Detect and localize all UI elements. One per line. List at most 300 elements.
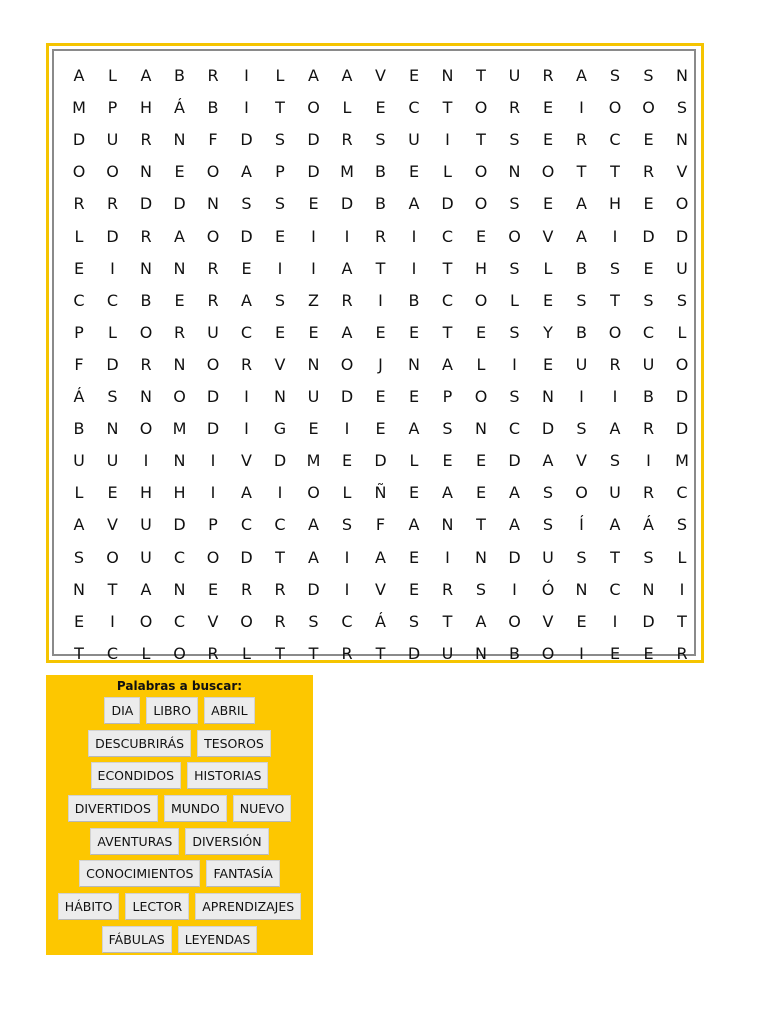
grid-cell[interactable]: I bbox=[612, 387, 618, 406]
word-chip[interactable]: NUEVO bbox=[233, 795, 292, 822]
grid-cell[interactable]: L bbox=[677, 322, 687, 342]
grid-cell[interactable]: B bbox=[140, 290, 152, 310]
grid-cell[interactable]: S bbox=[73, 547, 85, 567]
grid-cell[interactable]: U bbox=[207, 322, 219, 342]
grid-cell[interactable]: H bbox=[608, 194, 622, 214]
grid-cell[interactable]: C bbox=[106, 290, 119, 310]
word-chip[interactable]: LEYENDAS bbox=[178, 926, 258, 953]
grid-cell[interactable]: I bbox=[244, 98, 249, 118]
grid-cell[interactable]: S bbox=[509, 258, 520, 278]
grid-cell[interactable]: N bbox=[642, 579, 655, 599]
grid-cell[interactable]: S bbox=[676, 98, 688, 118]
grid-cell[interactable]: R bbox=[642, 483, 655, 503]
grid-cell[interactable]: R bbox=[207, 290, 219, 310]
grid-cell[interactable]: N bbox=[508, 162, 521, 182]
grid-cell[interactable]: S bbox=[341, 515, 353, 535]
grid-cell[interactable]: O bbox=[206, 162, 220, 182]
grid-cell[interactable]: C bbox=[609, 579, 621, 599]
grid-cell[interactable]: R bbox=[609, 354, 621, 374]
grid-cell[interactable]: I bbox=[445, 547, 450, 567]
grid-cell[interactable]: R bbox=[642, 162, 655, 182]
grid-cell[interactable]: I bbox=[344, 226, 350, 246]
grid-cell[interactable]: E bbox=[542, 290, 554, 310]
grid-cell[interactable]: U bbox=[542, 547, 554, 567]
grid-cell[interactable]: P bbox=[208, 515, 218, 535]
grid-cell[interactable]: C bbox=[173, 547, 186, 567]
grid-cell[interactable]: A bbox=[241, 290, 252, 310]
grid-cell[interactable]: Á bbox=[73, 387, 85, 406]
grid-cell[interactable]: L bbox=[141, 643, 151, 663]
grid-cell[interactable]: T bbox=[442, 611, 453, 631]
grid-cell[interactable]: D bbox=[675, 226, 689, 246]
grid-cell[interactable]: A bbox=[408, 515, 420, 535]
grid-cell[interactable]: I bbox=[646, 451, 651, 471]
grid-cell[interactable]: P bbox=[442, 387, 453, 406]
grid-cell[interactable]: R bbox=[207, 258, 219, 278]
grid-cell[interactable]: N bbox=[575, 579, 588, 599]
grid-cell[interactable]: S bbox=[576, 419, 587, 439]
grid-cell[interactable]: L bbox=[242, 643, 251, 663]
grid-cell[interactable]: T bbox=[576, 162, 587, 182]
grid-cell[interactable]: E bbox=[643, 194, 654, 214]
grid-cell[interactable]: D bbox=[206, 419, 220, 439]
grid-cell[interactable]: C bbox=[341, 611, 353, 631]
word-chip[interactable]: FÁBULAS bbox=[102, 926, 172, 953]
grid-cell[interactable]: C bbox=[642, 322, 655, 342]
grid-cell[interactable]: O bbox=[541, 162, 555, 182]
word-search-grid[interactable] bbox=[54, 51, 694, 663]
grid-cell[interactable]: R bbox=[542, 66, 554, 85]
grid-cell[interactable]: C bbox=[106, 643, 119, 663]
grid-cell[interactable]: O bbox=[474, 162, 488, 182]
grid-cell[interactable]: R bbox=[240, 354, 253, 374]
grid-cell[interactable]: N bbox=[207, 194, 219, 214]
grid-cell[interactable]: Ñ bbox=[374, 483, 387, 503]
grid-cell[interactable]: N bbox=[73, 579, 85, 599]
grid-cell[interactable]: S bbox=[408, 611, 420, 631]
grid-cell[interactable]: I bbox=[143, 451, 149, 471]
grid-cell[interactable]: I bbox=[378, 290, 383, 310]
grid-cell[interactable]: R bbox=[341, 290, 353, 310]
grid-cell[interactable]: E bbox=[174, 290, 185, 310]
word-chip[interactable]: TESOROS bbox=[197, 730, 271, 757]
grid-cell[interactable]: P bbox=[74, 322, 84, 342]
grid-cell[interactable]: D bbox=[441, 194, 454, 214]
grid-cell[interactable]: I bbox=[210, 483, 216, 503]
grid-cell[interactable]: I bbox=[244, 387, 249, 406]
grid-cell[interactable]: U bbox=[106, 451, 119, 471]
grid-cell[interactable]: C bbox=[609, 130, 621, 150]
grid-cell[interactable]: L bbox=[443, 162, 452, 182]
grid-cell[interactable]: U bbox=[441, 643, 454, 663]
grid-cell[interactable]: E bbox=[442, 451, 453, 471]
grid-cell[interactable]: O bbox=[608, 98, 622, 118]
grid-cell[interactable]: O bbox=[206, 547, 220, 567]
grid-cell[interactable]: E bbox=[341, 451, 353, 471]
grid-cell[interactable]: N bbox=[173, 354, 186, 374]
grid-cell[interactable]: S bbox=[509, 130, 520, 150]
grid-cell[interactable]: U bbox=[575, 354, 588, 374]
grid-cell[interactable]: D bbox=[307, 579, 320, 599]
grid-cell[interactable]: O bbox=[206, 354, 220, 374]
grid-cell[interactable]: E bbox=[375, 419, 386, 439]
grid-cell[interactable]: C bbox=[240, 515, 253, 535]
grid-cell[interactable]: T bbox=[610, 162, 620, 182]
grid-cell[interactable]: O bbox=[307, 98, 320, 118]
grid-cell[interactable]: A bbox=[375, 547, 386, 567]
grid-cell[interactable]: I bbox=[411, 226, 417, 246]
grid-cell[interactable]: D bbox=[675, 419, 689, 439]
grid-cell[interactable]: C bbox=[240, 322, 253, 342]
grid-cell[interactable]: C bbox=[173, 611, 186, 631]
grid-cell[interactable]: C bbox=[408, 98, 420, 118]
grid-cell[interactable]: N bbox=[408, 354, 420, 374]
grid-cell[interactable]: A bbox=[241, 483, 252, 503]
grid-cell[interactable]: A bbox=[576, 226, 587, 246]
grid-cell[interactable]: E bbox=[542, 98, 554, 118]
grid-cell[interactable]: O bbox=[575, 483, 588, 503]
word-chip[interactable]: DIVERTIDOS bbox=[68, 795, 158, 822]
grid-cell[interactable]: L bbox=[342, 98, 352, 118]
grid-cell[interactable]: T bbox=[275, 643, 285, 663]
grid-cell[interactable]: L bbox=[677, 547, 687, 567]
grid-cell[interactable]: U bbox=[609, 483, 621, 503]
grid-cell[interactable]: E bbox=[408, 66, 420, 85]
word-chip[interactable]: APRENDIZAJES bbox=[195, 893, 301, 920]
grid-cell[interactable]: N bbox=[475, 547, 487, 567]
grid-cell[interactable]: E bbox=[576, 611, 587, 631]
grid-cell[interactable]: N bbox=[676, 66, 688, 85]
grid-cell[interactable]: T bbox=[476, 130, 486, 150]
grid-cell[interactable]: E bbox=[274, 226, 286, 246]
grid-cell[interactable]: F bbox=[208, 130, 218, 150]
word-chip[interactable]: DIVERSIÓN bbox=[185, 828, 268, 855]
grid-cell[interactable]: S bbox=[241, 194, 252, 214]
word-chip[interactable]: LIBRO bbox=[146, 697, 198, 724]
grid-cell[interactable]: E bbox=[375, 387, 386, 406]
grid-cell[interactable]: H bbox=[474, 258, 488, 278]
grid-cell[interactable]: C bbox=[676, 483, 688, 503]
grid-cell[interactable]: D bbox=[508, 547, 521, 567]
grid-cell[interactable]: S bbox=[509, 194, 520, 214]
grid-cell[interactable]: E bbox=[542, 194, 554, 214]
grid-cell[interactable]: U bbox=[508, 66, 521, 85]
grid-cell[interactable]: A bbox=[308, 515, 319, 535]
grid-cell[interactable]: T bbox=[308, 643, 319, 663]
grid-cell[interactable]: E bbox=[408, 162, 420, 182]
grid-cell[interactable]: I bbox=[612, 611, 618, 631]
grid-cell[interactable]: O bbox=[474, 194, 488, 214]
word-chip[interactable]: CONOCIMIENTOS bbox=[79, 860, 200, 887]
grid-cell[interactable]: N bbox=[441, 66, 454, 85]
grid-cell[interactable]: A bbox=[442, 354, 453, 374]
grid-cell[interactable]: I bbox=[679, 579, 685, 599]
grid-cell[interactable]: G bbox=[273, 419, 287, 439]
grid-cell[interactable]: S bbox=[576, 290, 587, 310]
grid-cell[interactable]: I bbox=[512, 579, 517, 599]
grid-cell[interactable]: V bbox=[676, 162, 688, 182]
grid-cell[interactable]: C bbox=[274, 515, 286, 535]
word-chip[interactable]: HISTORIAS bbox=[187, 762, 268, 789]
grid-cell[interactable]: D bbox=[173, 194, 186, 214]
grid-cell[interactable]: E bbox=[609, 643, 621, 663]
grid-cell[interactable]: R bbox=[73, 194, 85, 214]
word-chip[interactable]: AVENTURAS bbox=[90, 828, 179, 855]
grid-cell[interactable]: I bbox=[210, 451, 216, 471]
grid-cell[interactable]: E bbox=[475, 226, 487, 246]
grid-cell[interactable]: D bbox=[642, 611, 655, 631]
grid-cell[interactable]: N bbox=[676, 130, 688, 150]
grid-cell[interactable]: O bbox=[307, 483, 320, 503]
grid-cell[interactable]: I bbox=[244, 66, 249, 85]
grid-cell[interactable]: R bbox=[140, 226, 152, 246]
grid-cell[interactable]: N bbox=[475, 643, 487, 663]
grid-cell[interactable]: I bbox=[512, 354, 517, 374]
grid-cell[interactable]: T bbox=[610, 290, 620, 310]
grid-cell[interactable]: O bbox=[240, 611, 253, 631]
grid-cell[interactable]: A bbox=[509, 515, 520, 535]
grid-cell[interactable]: E bbox=[408, 322, 420, 342]
grid-cell[interactable]: R bbox=[441, 579, 454, 599]
grid-cell[interactable]: S bbox=[509, 322, 520, 342]
grid-cell[interactable]: Á bbox=[174, 98, 185, 118]
grid-cell[interactable]: I bbox=[579, 98, 584, 118]
grid-cell[interactable]: Z bbox=[308, 290, 319, 310]
grid-cell[interactable]: L bbox=[275, 66, 285, 85]
grid-cell[interactable]: O bbox=[675, 354, 689, 374]
grid-cell[interactable]: D bbox=[675, 387, 689, 406]
grid-cell[interactable]: V bbox=[542, 226, 554, 246]
grid-cell[interactable]: E bbox=[375, 322, 386, 342]
grid-cell[interactable]: R bbox=[240, 579, 253, 599]
grid-cell[interactable]: S bbox=[542, 515, 554, 535]
grid-cell[interactable]: E bbox=[408, 387, 420, 406]
grid-cell[interactable]: A bbox=[308, 547, 319, 567]
grid-cell[interactable]: I bbox=[110, 611, 115, 631]
grid-cell[interactable]: S bbox=[643, 547, 654, 567]
grid-cell[interactable]: D bbox=[139, 194, 153, 214]
grid-cell[interactable]: O bbox=[173, 643, 186, 663]
grid-cell[interactable]: S bbox=[107, 387, 118, 406]
grid-cell[interactable]: R bbox=[374, 226, 387, 246]
word-chip[interactable]: FANTASÍA bbox=[206, 860, 279, 887]
grid-cell[interactable]: E bbox=[241, 258, 252, 278]
grid-cell[interactable]: R bbox=[106, 194, 119, 214]
grid-cell[interactable]: A bbox=[408, 194, 420, 214]
grid-cell[interactable]: N bbox=[173, 579, 186, 599]
grid-cell[interactable]: F bbox=[375, 515, 386, 535]
grid-cell[interactable]: A bbox=[341, 322, 353, 342]
grid-cell[interactable]: N bbox=[441, 515, 454, 535]
grid-cell[interactable]: Á bbox=[375, 611, 386, 631]
grid-cell[interactable]: U bbox=[140, 515, 152, 535]
grid-cell[interactable]: R bbox=[140, 130, 152, 150]
grid-cell[interactable]: J bbox=[378, 354, 383, 374]
grid-cell[interactable]: O bbox=[72, 162, 86, 182]
grid-cell[interactable]: A bbox=[341, 258, 353, 278]
grid-cell[interactable]: V bbox=[241, 451, 252, 471]
grid-cell[interactable]: D bbox=[206, 387, 220, 406]
grid-cell[interactable]: R bbox=[508, 98, 521, 118]
word-chip[interactable]: DIA bbox=[104, 697, 140, 724]
grid-cell[interactable]: O bbox=[508, 611, 521, 631]
grid-cell[interactable]: E bbox=[308, 194, 319, 214]
grid-cell[interactable]: A bbox=[174, 226, 185, 246]
grid-cell[interactable]: D bbox=[240, 226, 253, 246]
grid-cell[interactable]: A bbox=[475, 611, 487, 631]
grid-cell[interactable]: I bbox=[311, 226, 316, 246]
grid-cell[interactable]: U bbox=[140, 547, 152, 567]
grid-cell[interactable]: A bbox=[542, 451, 554, 471]
grid-cell[interactable]: E bbox=[643, 643, 654, 663]
grid-cell[interactable]: I bbox=[311, 258, 316, 278]
grid-cell[interactable]: S bbox=[643, 290, 654, 310]
grid-cell[interactable]: I bbox=[612, 226, 618, 246]
grid-cell[interactable]: S bbox=[609, 66, 621, 85]
grid-cell[interactable]: E bbox=[408, 579, 420, 599]
word-chip[interactable]: MUNDO bbox=[164, 795, 227, 822]
grid-cell[interactable]: E bbox=[207, 579, 219, 599]
grid-cell[interactable]: N bbox=[173, 451, 186, 471]
grid-cell[interactable]: O bbox=[474, 290, 488, 310]
grid-cell[interactable]: O bbox=[173, 387, 186, 406]
grid-cell[interactable]: D bbox=[508, 451, 521, 471]
grid-cell[interactable]: O bbox=[206, 226, 220, 246]
grid-cell[interactable]: D bbox=[106, 226, 119, 246]
grid-cell[interactable]: T bbox=[476, 515, 486, 535]
grid-cell[interactable]: L bbox=[510, 290, 519, 310]
grid-cell[interactable]: I bbox=[579, 643, 584, 663]
grid-cell[interactable]: T bbox=[107, 579, 118, 599]
grid-cell[interactable]: O bbox=[608, 322, 622, 342]
grid-cell[interactable]: O bbox=[106, 162, 119, 182]
grid-cell[interactable]: T bbox=[476, 66, 486, 85]
grid-cell[interactable]: V bbox=[375, 579, 386, 599]
grid-cell[interactable]: E bbox=[308, 322, 319, 342]
grid-cell[interactable]: B bbox=[576, 258, 587, 278]
word-chip[interactable]: ECONDIDOS bbox=[91, 762, 182, 789]
grid-cell[interactable]: V bbox=[107, 515, 118, 535]
grid-cell[interactable]: R bbox=[676, 643, 688, 663]
grid-cell[interactable]: A bbox=[576, 194, 587, 214]
grid-cell[interactable]: R bbox=[274, 579, 286, 599]
grid-cell[interactable]: A bbox=[609, 419, 621, 439]
word-chip[interactable]: LECTOR bbox=[125, 893, 189, 920]
grid-cell[interactable]: S bbox=[609, 451, 621, 471]
grid-cell[interactable]: S bbox=[509, 387, 520, 406]
grid-cell[interactable]: L bbox=[543, 258, 553, 278]
grid-cell[interactable]: T bbox=[677, 611, 687, 631]
grid-cell[interactable]: D bbox=[273, 451, 287, 471]
grid-cell[interactable]: N bbox=[307, 354, 320, 374]
grid-cell[interactable]: V bbox=[542, 611, 554, 631]
grid-cell[interactable]: S bbox=[576, 547, 587, 567]
word-chip[interactable]: DESCUBRIRÁS bbox=[88, 730, 191, 757]
grid-cell[interactable]: A bbox=[140, 66, 152, 85]
grid-cell[interactable]: V bbox=[576, 451, 587, 471]
grid-cell[interactable]: D bbox=[173, 515, 186, 535]
grid-cell[interactable]: M bbox=[172, 419, 187, 439]
grid-cell[interactable]: I bbox=[277, 258, 283, 278]
grid-cell[interactable]: P bbox=[107, 98, 118, 118]
grid-cell[interactable]: S bbox=[442, 419, 453, 439]
grid-cell[interactable]: I bbox=[445, 130, 450, 150]
grid-cell[interactable]: D bbox=[72, 130, 86, 150]
grid-cell[interactable]: T bbox=[610, 547, 620, 567]
grid-cell[interactable]: R bbox=[140, 354, 152, 374]
grid-cell[interactable]: O bbox=[106, 547, 119, 567]
grid-cell[interactable]: N bbox=[542, 387, 554, 406]
grid-cell[interactable]: T bbox=[375, 643, 386, 663]
grid-cell[interactable]: C bbox=[441, 226, 454, 246]
grid-cell[interactable]: A bbox=[341, 66, 353, 85]
grid-cell[interactable]: B bbox=[408, 290, 420, 310]
grid-cell[interactable]: E bbox=[475, 451, 487, 471]
grid-cell[interactable]: D bbox=[307, 162, 320, 182]
grid-cell[interactable]: O bbox=[139, 419, 153, 439]
grid-cell[interactable]: B bbox=[174, 66, 185, 85]
grid-cell[interactable]: L bbox=[108, 322, 117, 342]
grid-cell[interactable]: O bbox=[474, 98, 488, 118]
grid-cell[interactable]: E bbox=[174, 162, 185, 182]
grid-cell[interactable]: D bbox=[541, 419, 555, 439]
grid-cell[interactable]: D bbox=[340, 387, 354, 406]
grid-cell[interactable]: U bbox=[307, 387, 320, 406]
grid-cell[interactable]: P bbox=[275, 162, 285, 182]
grid-cell[interactable]: A bbox=[308, 66, 319, 85]
grid-cell[interactable]: D bbox=[407, 643, 421, 663]
grid-cell[interactable]: L bbox=[74, 226, 84, 246]
grid-cell[interactable]: B bbox=[73, 419, 85, 439]
grid-cell[interactable]: A bbox=[509, 483, 520, 503]
grid-cell[interactable]: B bbox=[576, 322, 587, 342]
grid-cell[interactable]: M bbox=[72, 98, 86, 118]
grid-cell[interactable]: N bbox=[140, 258, 152, 278]
grid-cell[interactable]: B bbox=[207, 98, 219, 118]
grid-cell[interactable]: O bbox=[474, 387, 488, 406]
grid-cell[interactable]: S bbox=[676, 290, 688, 310]
grid-cell[interactable]: R bbox=[207, 643, 219, 663]
grid-cell[interactable]: V bbox=[274, 354, 286, 374]
grid-cell[interactable]: F bbox=[74, 354, 84, 374]
grid-cell[interactable]: R bbox=[207, 66, 219, 85]
grid-cell[interactable]: T bbox=[74, 643, 84, 663]
grid-cell[interactable]: A bbox=[408, 419, 420, 439]
grid-cell[interactable]: O bbox=[340, 354, 354, 374]
grid-cell[interactable]: E bbox=[643, 130, 654, 150]
grid-cell[interactable]: B bbox=[643, 387, 654, 406]
grid-cell[interactable]: S bbox=[308, 611, 319, 631]
grid-cell[interactable]: I bbox=[244, 419, 249, 439]
grid-cell[interactable]: T bbox=[275, 98, 285, 118]
grid-cell[interactable]: T bbox=[442, 98, 453, 118]
grid-cell[interactable]: R bbox=[642, 419, 655, 439]
grid-cell[interactable]: S bbox=[542, 483, 554, 503]
grid-cell[interactable]: D bbox=[240, 547, 253, 567]
grid-cell[interactable]: A bbox=[442, 483, 453, 503]
grid-cell[interactable]: U bbox=[408, 130, 420, 150]
grid-cell[interactable]: L bbox=[409, 451, 419, 471]
grid-cell[interactable]: R bbox=[274, 611, 286, 631]
grid-cell[interactable]: I bbox=[277, 483, 283, 503]
grid-cell[interactable]: L bbox=[342, 483, 352, 503]
grid-cell[interactable]: U bbox=[73, 451, 85, 471]
grid-cell[interactable]: E bbox=[408, 547, 420, 567]
grid-cell[interactable]: N bbox=[173, 258, 186, 278]
grid-cell[interactable]: D bbox=[642, 226, 655, 246]
grid-cell[interactable]: S bbox=[274, 290, 286, 310]
grid-cell[interactable]: T bbox=[275, 547, 285, 567]
